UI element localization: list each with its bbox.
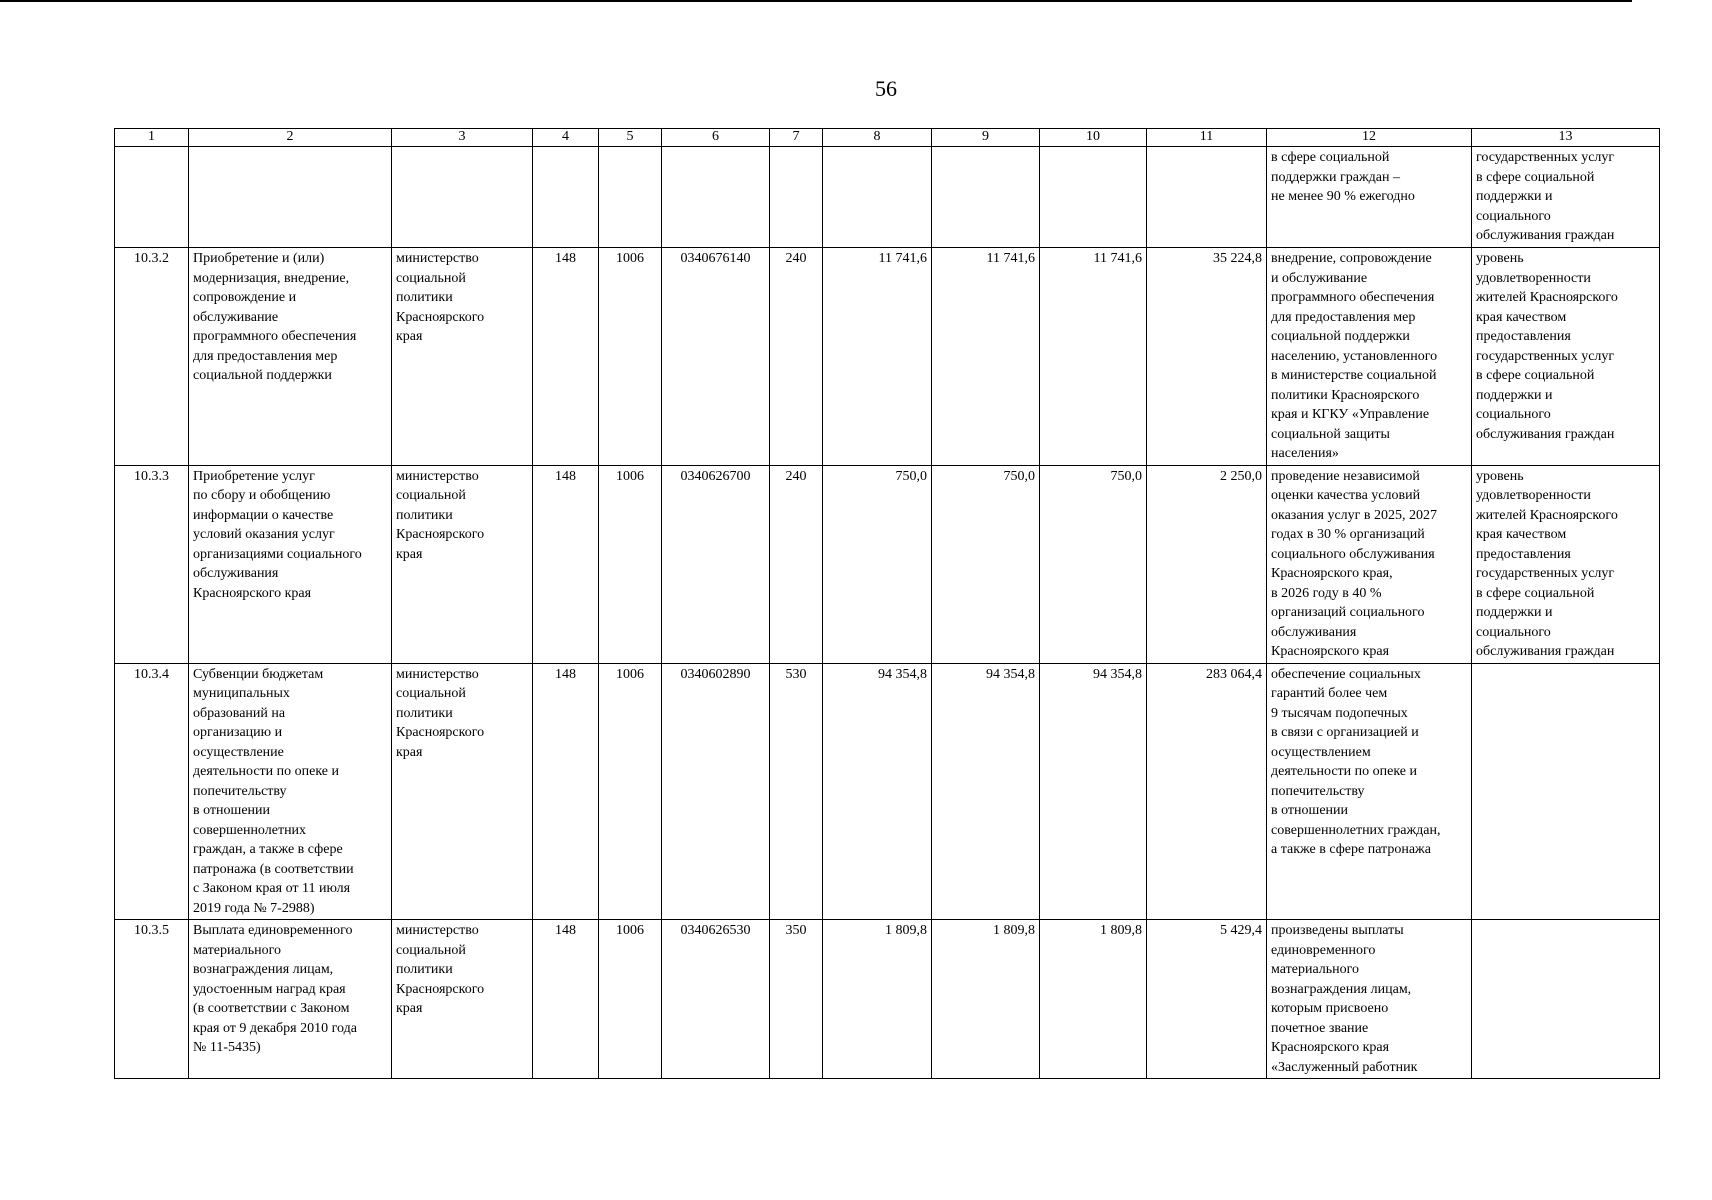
cell-amount-total: 35 224,8 <box>1147 248 1267 466</box>
cell-amount-total <box>1147 147 1267 248</box>
column-header-8: 8 <box>823 129 932 147</box>
cell-amount-year-1: 1 809,8 <box>823 920 932 1079</box>
column-header-11: 11 <box>1147 129 1267 147</box>
cell-expected-result: в сфере социальной поддержки граждан – не менее 90 % ежегодно <box>1267 147 1472 248</box>
cell-amount-year-2: 750,0 <box>932 465 1040 663</box>
cell-row-number: 10.3.5 <box>115 920 189 1079</box>
cell-measure-name: Субвенции бюджетам муниципальных образований на организацию и осуществление деятельности по опеке и попечительству в отношении совершеннолетних граждан, а также в сфере патронажа (в соответствии с Законом края от 11 июля 2019 года № 7-2988) <box>189 663 392 920</box>
cell-row-number <box>115 147 189 248</box>
cell-expense-type-code: 240 <box>770 465 823 663</box>
cell-target-indicator <box>1472 920 1660 1079</box>
column-header-3: 3 <box>392 129 533 147</box>
cell-measure-name: Выплата единовременного материального вознаграждения лицам, удостоенным наград края (в соответствии с Законом края от 9 декабря 2010 года № 11-5435) <box>189 920 392 1079</box>
column-header-12: 12 <box>1267 129 1472 147</box>
cell-target-indicator <box>1472 663 1660 920</box>
cell-row-number: 10.3.4 <box>115 663 189 920</box>
column-header-2: 2 <box>189 129 392 147</box>
cell-section-code: 1006 <box>599 663 662 920</box>
column-header-13: 13 <box>1472 129 1660 147</box>
cell-section-code <box>599 147 662 248</box>
table-row <box>115 920 1660 1079</box>
cell-measure-name <box>189 147 392 248</box>
cell-amount-year-3: 94 354,8 <box>1040 663 1147 920</box>
cell-amount-year-1: 94 354,8 <box>823 663 932 920</box>
cell-target-article-code: 0340676140 <box>662 248 770 466</box>
column-header-5: 5 <box>599 129 662 147</box>
cell-gbs-code: 148 <box>533 465 599 663</box>
cell-section-code: 1006 <box>599 920 662 1079</box>
header-row <box>115 129 1660 147</box>
column-header-10: 10 <box>1040 129 1147 147</box>
cell-expense-type-code <box>770 147 823 248</box>
cell-amount-total: 283 064,4 <box>1147 663 1267 920</box>
budget-table <box>114 128 1660 1079</box>
cell-target-article-code: 0340602890 <box>662 663 770 920</box>
cell-gbs-code <box>533 147 599 248</box>
cell-target-article-code <box>662 147 770 248</box>
cell-target-indicator: уровень удовлетворенности жителей Красноярского края качеством предоставления государственных услуг в сфере социальной поддержки и социального обслуживания граждан <box>1472 248 1660 466</box>
cell-amount-year-2 <box>932 147 1040 248</box>
cell-gbs-code: 148 <box>533 663 599 920</box>
cell-amount-year-3: 1 809,8 <box>1040 920 1147 1079</box>
cell-measure-name: Приобретение услуг по сбору и обобщению информации о качестве условий оказания услуг организациями социального обслуживания Красноярского края <box>189 465 392 663</box>
cell-expense-type-code: 350 <box>770 920 823 1079</box>
cell-target-indicator: государственных услуг в сфере социальной поддержки и социального обслуживания граждан <box>1472 147 1660 248</box>
cell-amount-year-3: 11 741,6 <box>1040 248 1147 466</box>
scan-border-line <box>0 0 1632 2</box>
cell-row-number: 10.3.3 <box>115 465 189 663</box>
table-row <box>115 248 1660 466</box>
cell-target-article-code: 0340626530 <box>662 920 770 1079</box>
cell-amount-year-3 <box>1040 147 1147 248</box>
cell-gbs-code: 148 <box>533 920 599 1079</box>
cell-target-indicator: уровень удовлетворенности жителей Красноярского края качеством предоставления государственных услуг в сфере социальной поддержки и социального обслуживания граждан <box>1472 465 1660 663</box>
cell-row-number: 10.3.2 <box>115 248 189 466</box>
column-header-7: 7 <box>770 129 823 147</box>
table-body <box>115 147 1660 1079</box>
table-row <box>115 465 1660 663</box>
column-header-6: 6 <box>662 129 770 147</box>
cell-expected-result: проведение независимой оценки качества условий оказания услуг в 2025, 2027 годах в 30 % организаций социального обслуживания Красноярского края, в 2026 году в 40 % организаций социального обслуживания Красноярского края <box>1267 465 1472 663</box>
cell-responsible-executor: министерство социальной политики Красноярского края <box>392 248 533 466</box>
cell-amount-year-1 <box>823 147 932 248</box>
cell-target-article-code: 0340626700 <box>662 465 770 663</box>
cell-expense-type-code: 530 <box>770 663 823 920</box>
cell-amount-total: 5 429,4 <box>1147 920 1267 1079</box>
column-header-4: 4 <box>533 129 599 147</box>
cell-expected-result: внедрение, сопровождение и обслуживание программного обеспечения для предоставления мер социальной поддержки населению, установленного в министерстве социальной политики Красноярского края и КГКУ «Управление социальной защиты населения» <box>1267 248 1472 466</box>
cell-section-code: 1006 <box>599 465 662 663</box>
cell-responsible-executor: министерство социальной политики Красноярского края <box>392 663 533 920</box>
table-row <box>115 147 1660 248</box>
cell-amount-year-1: 750,0 <box>823 465 932 663</box>
cell-gbs-code: 148 <box>533 248 599 466</box>
cell-responsible-executor: министерство социальной политики Красноярского края <box>392 465 533 663</box>
table-row <box>115 663 1660 920</box>
cell-amount-year-2: 94 354,8 <box>932 663 1040 920</box>
cell-amount-year-2: 11 741,6 <box>932 248 1040 466</box>
cell-amount-year-2: 1 809,8 <box>932 920 1040 1079</box>
cell-section-code: 1006 <box>599 248 662 466</box>
cell-responsible-executor: министерство социальной политики Красноярского края <box>392 920 533 1079</box>
cell-amount-year-3: 750,0 <box>1040 465 1147 663</box>
cell-amount-year-1: 11 741,6 <box>823 248 932 466</box>
page-number: 56 <box>875 76 897 101</box>
cell-expense-type-code: 240 <box>770 248 823 466</box>
column-header-9: 9 <box>932 129 1040 147</box>
cell-measure-name: Приобретение и (или) модернизация, внедрение, сопровождение и обслуживание программного обеспечения для предоставления мер социальной поддержки <box>189 248 392 466</box>
cell-expected-result: обеспечение социальных гарантий более чем 9 тысячам подопечных в связи с организацией и осуществлением деятельности по опеке и попечительству в отношении совершеннолетних граждан, а также в сфере патронажа <box>1267 663 1472 920</box>
cell-amount-total: 2 250,0 <box>1147 465 1267 663</box>
cell-responsible-executor <box>392 147 533 248</box>
column-header-1: 1 <box>115 129 189 147</box>
cell-expected-result: произведены выплаты единовременного материального вознаграждения лицам, которым присвоено почетное звание Красноярского края «Заслуженный работник <box>1267 920 1472 1079</box>
